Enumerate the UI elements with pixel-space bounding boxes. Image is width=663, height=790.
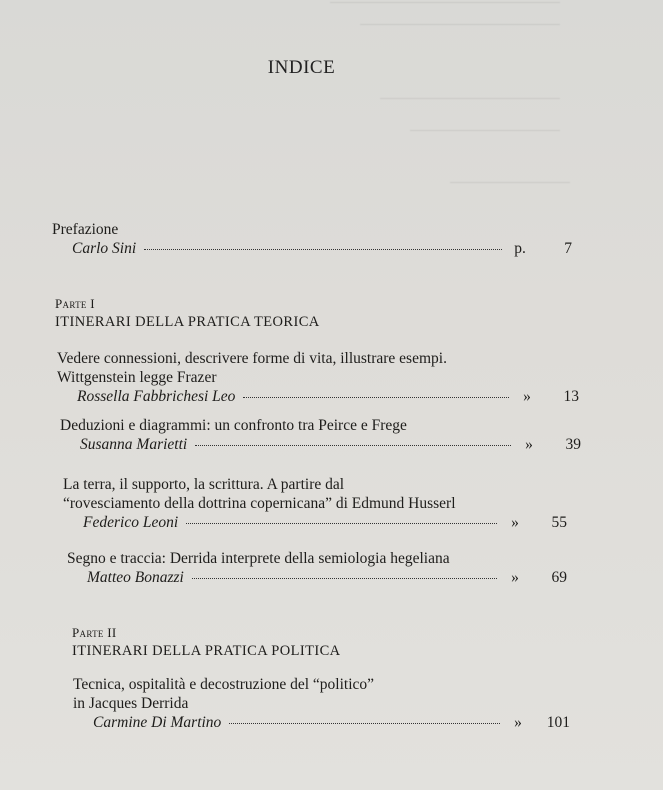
part-label: Parte II <box>72 625 117 640</box>
page-marker: p. <box>514 240 526 257</box>
bleed-through-line <box>330 2 560 17</box>
bleed-through-line <box>380 98 560 113</box>
entry-title-line: “rovesciamento della dottrina copernicana” di Edmund Husserl <box>63 495 456 512</box>
part-label: Parte I <box>55 296 95 311</box>
toc-entry-derrida-politico[interactable] <box>73 675 570 732</box>
entry-title-line: Prefazione <box>52 221 119 238</box>
entry-author-row <box>63 513 567 532</box>
bleed-through-line <box>410 130 560 145</box>
toc-entry-derrida-hegel[interactable] <box>67 549 567 587</box>
page-marker: » <box>511 569 519 586</box>
entry-title-line: Vedere connessioni, descrivere forme di vita, illustrare esempi. <box>57 350 447 367</box>
entry-author-row <box>67 568 567 587</box>
page-title: INDICE <box>267 57 336 78</box>
page-marker: » <box>525 436 533 453</box>
toc-entry-prefazione[interactable] <box>52 220 572 258</box>
bleed-through-line <box>360 24 560 39</box>
dot-leader <box>144 249 502 250</box>
dot-leader <box>186 523 497 524</box>
entry-author-row <box>60 435 581 454</box>
entry-author-row <box>57 387 579 406</box>
entry-title-line: Wittgenstein legge Frazer <box>57 369 217 386</box>
entry-author: Matteo Bonazzi <box>87 569 184 586</box>
page-number: 39 <box>565 436 581 453</box>
dot-leader <box>192 578 497 579</box>
entry-author: Carmine Di Martino <box>93 714 222 731</box>
page-marker: » <box>514 714 522 731</box>
entry-title-line: Deduzioni e diagrammi: un confronto tra Peirce e Frege <box>60 417 407 434</box>
part-title: ITINERARI DELLA PRATICA POLITICA <box>72 643 341 659</box>
page-marker: » <box>511 514 519 531</box>
entry-title-line: Tecnica, ospitalità e decostruzione del “politico” <box>73 676 375 693</box>
toc-entry-husserl[interactable] <box>63 475 567 532</box>
dot-leader <box>229 723 500 724</box>
page-number: 13 <box>563 388 579 405</box>
entry-title-line: Segno e traccia: Derrida interprete della semiologia hegeliana <box>67 550 450 567</box>
bleed-through-line <box>450 182 570 197</box>
page-number: 7 <box>564 240 572 257</box>
entry-author: Federico Leoni <box>83 514 179 531</box>
entry-author-row <box>73 713 570 732</box>
entry-author: Carlo Sini <box>72 240 137 257</box>
dot-leader <box>195 445 511 446</box>
entry-author-row <box>52 239 572 258</box>
entry-title-line: in Jacques Derrida <box>73 695 189 712</box>
page-number: 55 <box>551 514 567 531</box>
page-number: 69 <box>551 569 567 586</box>
page-number: 101 <box>546 714 570 731</box>
entry-title-line: La terra, il supporto, la scrittura. A partire dal <box>63 476 345 493</box>
toc-entry-wittgenstein[interactable] <box>57 349 579 406</box>
toc-entry-peirce-frege[interactable] <box>60 416 581 454</box>
part-title: ITINERARI DELLA PRATICA TEORICA <box>55 314 320 330</box>
entry-author: Susanna Marietti <box>80 436 188 453</box>
page-marker: » <box>523 388 531 405</box>
dot-leader <box>243 397 509 398</box>
entry-author: Rossella Fabbrichesi Leo <box>77 388 236 405</box>
